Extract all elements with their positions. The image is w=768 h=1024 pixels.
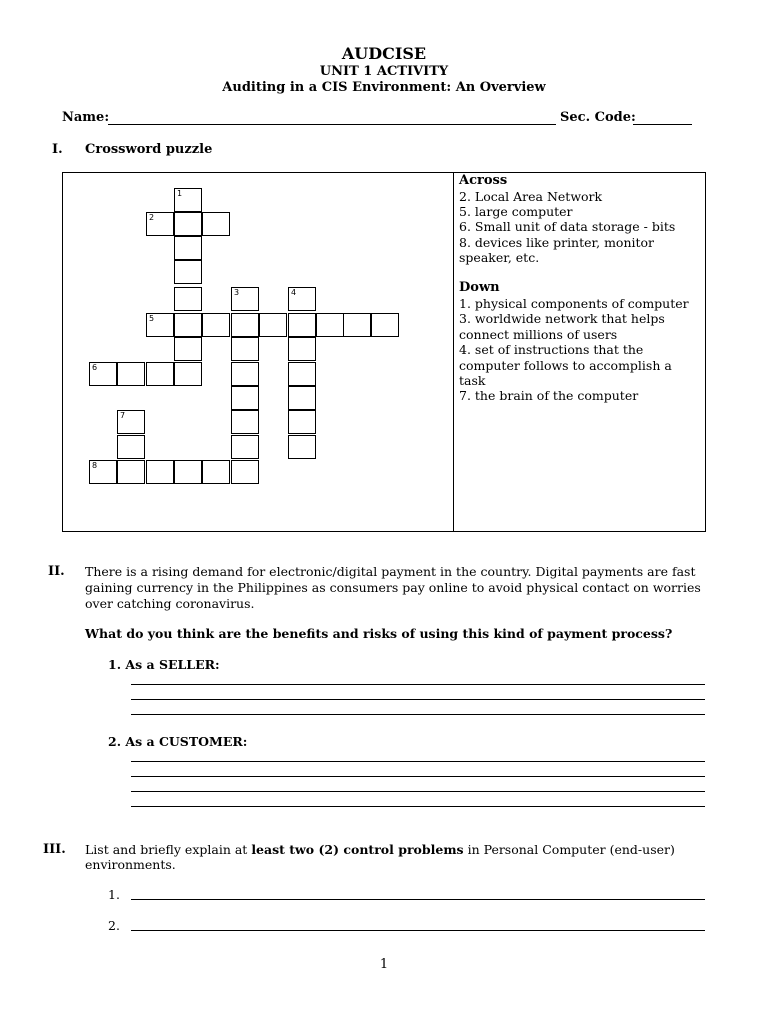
answer-line[interactable]	[131, 699, 705, 700]
answer-line[interactable]	[131, 791, 705, 792]
across-clue: speaker, etc.	[459, 250, 540, 265]
crossword-cell[interactable]	[174, 460, 202, 484]
clue-number: 1	[177, 189, 183, 198]
answer-line[interactable]	[131, 684, 705, 685]
crossword-cell[interactable]	[146, 313, 174, 337]
seller-heading: 1. As a SELLER:	[108, 657, 220, 672]
customer-heading: 2. As a CUSTOMER:	[108, 734, 248, 749]
page-number: 1	[379, 957, 389, 972]
crossword-cell[interactable]	[288, 337, 316, 361]
crossword-cell[interactable]	[146, 460, 174, 484]
section2-numeral: II.	[48, 564, 65, 579]
crossword-cell[interactable]	[89, 362, 117, 386]
crossword-cell[interactable]	[174, 313, 202, 337]
crossword-cell[interactable]	[174, 260, 202, 284]
answer-line[interactable]	[131, 776, 705, 777]
name-label: Name:	[62, 110, 110, 125]
clue-number: 5	[149, 314, 155, 323]
crossword-cell[interactable]	[231, 287, 259, 311]
down-clue: task	[459, 373, 486, 388]
crossword-cell[interactable]	[231, 337, 259, 361]
crossword-cell[interactable]	[174, 337, 202, 361]
crossword-cell[interactable]	[117, 362, 145, 386]
crossword-cell[interactable]	[231, 410, 259, 434]
down-clue: 7. the brain of the computer	[459, 388, 639, 403]
section3-instruction: List and briefly explain at least two (2) control problems in Personal Computer (end-user)	[85, 842, 675, 857]
crossword-cell[interactable]	[146, 212, 174, 236]
crossword-cell[interactable]	[316, 313, 344, 337]
crossword-cell[interactable]	[231, 313, 259, 337]
crossword-divider	[453, 172, 454, 532]
section2-para-line: gaining currency in the Philippines as consumers pay online to avoid physical contact on worries	[85, 580, 701, 595]
down-title: Down	[459, 280, 500, 295]
crossword-cell[interactable]	[288, 410, 316, 434]
sec-code-field[interactable]	[633, 124, 692, 125]
item-number: 1.	[108, 887, 120, 902]
section2-question: What do you think are the benefits and risks of using this kind of payment process?	[85, 626, 673, 641]
crossword-cell[interactable]	[288, 362, 316, 386]
crossword-cell[interactable]	[174, 212, 202, 236]
crossword-cell[interactable]	[174, 287, 202, 311]
section1-numeral: I.	[52, 142, 63, 157]
crossword-cell[interactable]	[288, 386, 316, 410]
crossword-cell[interactable]	[146, 362, 174, 386]
clue-number: 3	[234, 288, 240, 297]
crossword-cell[interactable]	[231, 362, 259, 386]
crossword-cell[interactable]	[117, 460, 145, 484]
crossword-cell[interactable]	[117, 435, 145, 459]
across-clue: 8. devices like printer, monitor	[459, 235, 655, 250]
crossword-cell[interactable]	[202, 460, 230, 484]
across-clue: 2. Local Area Network	[459, 189, 603, 204]
answer-line[interactable]	[131, 761, 705, 762]
across-clue: 6. Small unit of data storage - bits	[459, 219, 676, 234]
crossword-cell[interactable]	[259, 313, 287, 337]
crossword-cell[interactable]	[174, 188, 202, 212]
crossword-cell[interactable]	[288, 313, 316, 337]
down-clue: 4. set of instructions that the	[459, 342, 644, 357]
doc-title: AUDCISE	[341, 44, 427, 63]
answer-line[interactable]	[131, 930, 705, 931]
answer-line[interactable]	[131, 899, 705, 900]
doc-subtitle: UNIT 1 ACTIVITY	[319, 64, 449, 79]
crossword-cell[interactable]	[174, 362, 202, 386]
crossword-cell[interactable]	[371, 313, 399, 337]
across-clue: 5. large computer	[459, 204, 573, 219]
crossword-cell[interactable]	[202, 313, 230, 337]
section2-para-line: over catching coronavirus.	[85, 596, 255, 611]
clue-number: 2	[149, 213, 155, 222]
doc-topic: Auditing in a CIS Environment: An Overview	[222, 80, 546, 95]
clue-number: 4	[291, 288, 297, 297]
across-title: Across	[459, 173, 508, 188]
answer-line[interactable]	[131, 714, 705, 715]
crossword-cell[interactable]	[288, 435, 316, 459]
crossword-cell[interactable]	[174, 236, 202, 260]
answer-line[interactable]	[131, 806, 705, 807]
down-clue: connect millions of users	[459, 327, 618, 342]
sec-code-label: Sec. Code:	[560, 110, 636, 125]
crossword-cell[interactable]	[343, 313, 371, 337]
crossword-cell[interactable]	[231, 435, 259, 459]
section2-para-line: There is a rising demand for electronic/digital payment in the country. Digital payments are fast	[85, 564, 696, 579]
section3-instruction-cont: environments.	[85, 857, 176, 872]
down-clue: 3. worldwide network that helps	[459, 311, 665, 326]
name-field[interactable]	[108, 124, 556, 125]
down-clue: 1. physical components of computer	[459, 296, 689, 311]
down-clue: computer follows to accomplish a	[459, 358, 672, 373]
clue-number: 7	[120, 411, 126, 420]
item-number: 2.	[108, 918, 120, 933]
clue-number: 8	[92, 461, 98, 470]
crossword-cell[interactable]	[202, 212, 230, 236]
crossword-cell[interactable]	[89, 460, 117, 484]
section1-title: Crossword puzzle	[85, 142, 213, 157]
crossword-cell[interactable]	[117, 410, 145, 434]
crossword-cell[interactable]	[288, 287, 316, 311]
crossword-cell[interactable]	[231, 460, 259, 484]
crossword-cell[interactable]	[231, 386, 259, 410]
clue-number: 6	[92, 363, 98, 372]
section3-numeral: III.	[43, 842, 66, 857]
